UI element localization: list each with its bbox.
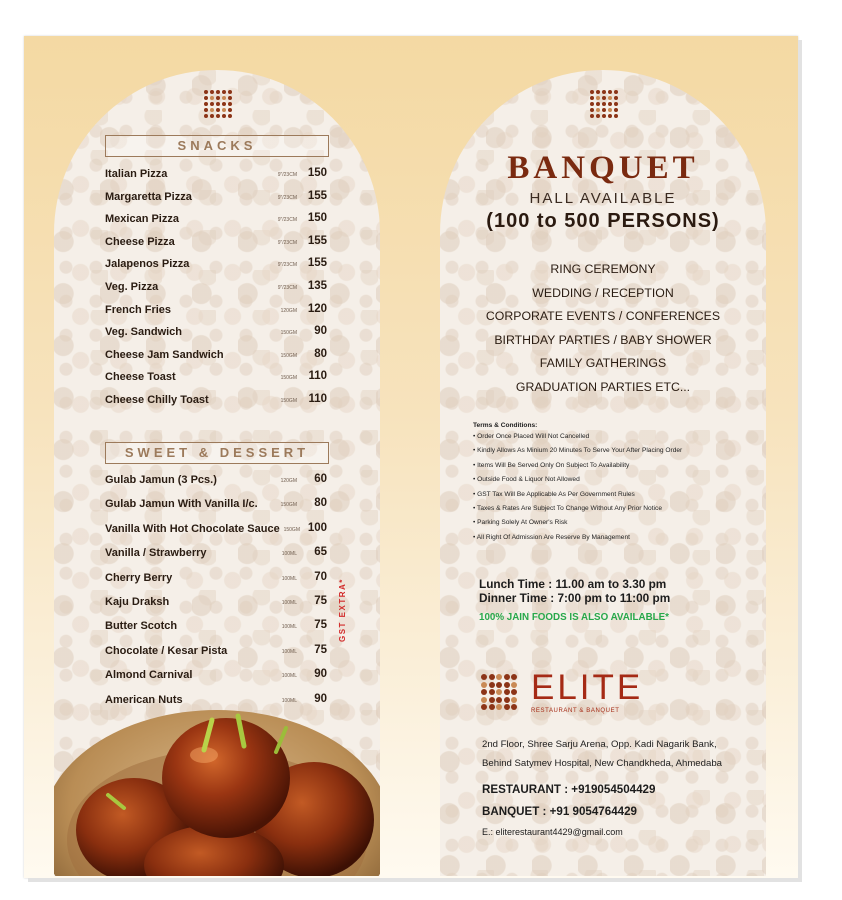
terms-and-conditions <box>473 422 763 545</box>
item-price: 70 <box>314 570 327 583</box>
menu-item <box>105 301 327 324</box>
item-name: French Fries <box>105 303 172 316</box>
menu-item <box>105 188 327 211</box>
restaurant-phone: RESTAURANT : +919054504429 <box>482 783 656 796</box>
banquet-capacity: (100 to 500 PERSONS) <box>486 210 720 232</box>
menu-item <box>105 617 327 641</box>
item-price: 80 <box>314 497 327 510</box>
item-size: 9"/23CM <box>277 239 297 246</box>
item-price: 100 <box>307 521 327 534</box>
item-name: Kaju Draksh <box>105 595 170 608</box>
menu-item <box>105 495 327 519</box>
banquet-subtitle: HALL AVAILABLE <box>529 190 677 207</box>
menu-panel-left <box>54 70 380 876</box>
item-size: 9"/23CM <box>277 172 297 178</box>
item-name: Margaretta Pizza <box>105 190 192 203</box>
item-price: 65 <box>314 546 327 559</box>
event-item: RING CEREMONY <box>550 262 656 276</box>
menu-item <box>105 569 327 593</box>
brand-name: ELITE <box>531 668 644 707</box>
brand-dots-icon <box>590 90 618 118</box>
terms-item: • Order Once Placed Will Not Cancelled <box>473 433 590 440</box>
item-size: 100ML <box>281 575 297 582</box>
item-size: 120GM <box>280 307 297 314</box>
lunch-time: Lunch Time : 11.00 am to 3.30 pm <box>479 577 667 591</box>
item-name: Cherry Berry <box>105 571 173 584</box>
terms-item: • Kindly Allows As Minium 20 Minutes To Serve Your After Placing Order <box>473 447 683 455</box>
event-item: CORPORATE EVENTS / CONFERENCES <box>485 309 721 324</box>
sweets-list <box>105 471 327 715</box>
item-price: 90 <box>314 325 327 338</box>
item-size: 9"/23CM <box>277 262 297 269</box>
menu-item <box>105 323 327 346</box>
menu-item <box>105 642 327 666</box>
menu-item <box>105 520 327 544</box>
banquet-title: BANQUET <box>507 150 699 186</box>
item-size: 100ML <box>281 599 297 606</box>
item-name: Chocolate / Kesar Pista <box>105 644 228 657</box>
item-price: 120 <box>307 302 327 315</box>
item-price: 60 <box>314 473 327 485</box>
gulab-jamun-photo <box>54 680 380 876</box>
brand-tagline: RESTAURANT & BANQUET <box>531 708 620 714</box>
sweets-heading: SWEET & DESSERT <box>105 442 329 464</box>
terms-item: • GST Tax Will Be Applicable As Per Government Rules <box>473 490 635 498</box>
item-price: 110 <box>308 370 327 383</box>
address-line-1: 2nd Floor, Shree Sarju Arena, Opp. Kadi Nagarik Bank, <box>482 739 717 750</box>
item-price: 90 <box>314 668 327 681</box>
item-name: Gulab Jamun With Vanilla I/c. <box>105 498 258 511</box>
item-price: 155 <box>307 234 327 247</box>
menu-item <box>105 471 327 495</box>
email-address: E.: eliterestaurant4429@gmail.com <box>482 827 623 837</box>
terms-item: • All Right Of Admission Are Reserve By Management <box>473 533 630 541</box>
menu-item <box>105 593 327 617</box>
item-price: 90 <box>314 692 327 705</box>
gst-extra-note: GST EXTRA* <box>338 578 347 642</box>
item-name: Jalapenos Pizza <box>105 258 190 271</box>
item-name: Cheese Jam Sandwich <box>105 348 224 361</box>
event-item: FAMILY GATHERINGS <box>539 356 667 371</box>
item-name: Gulab Jamun (3 Pcs.) <box>105 474 217 486</box>
item-name: Vanilla / Strawberry <box>105 547 207 560</box>
item-price: 150 <box>307 212 327 225</box>
item-name: Cheese Toast <box>105 371 176 384</box>
menu-item <box>105 391 327 414</box>
menu-item <box>105 544 327 568</box>
terms-item: • Taxes & Rates Are Subject To Change Without Any Prior Notice <box>473 504 662 512</box>
item-name: Italian Pizza <box>105 168 168 180</box>
terms-heading: Terms & Conditions: <box>473 422 538 429</box>
menu-item <box>105 346 327 369</box>
item-name: Veg. Sandwich <box>105 326 183 339</box>
dinner-time: Dinner Time : 7:00 pm to 11:00 pm <box>479 591 671 605</box>
item-size: 150GM <box>280 502 297 509</box>
banquet-phone: BANQUET : +91 9054764429 <box>482 805 637 818</box>
item-price: 155 <box>307 189 327 202</box>
jain-food-note: 100% JAIN FOODS IS ALSO AVAILABLE* <box>479 612 669 623</box>
item-size: 100ML <box>281 648 297 655</box>
item-price: 75 <box>314 619 327 632</box>
item-size: 150GM <box>280 397 297 404</box>
event-item: GRADUATION PARTIES ETC... <box>515 379 691 394</box>
event-item: BIRTHDAY PARTIES / BABY SHOWER <box>494 332 712 347</box>
item-name: Almond Carnival <box>105 669 193 682</box>
item-size: 9"/23CM <box>277 194 297 201</box>
item-size: 9"/23CM <box>277 284 297 291</box>
events-list <box>440 258 766 400</box>
item-price: 110 <box>308 392 327 405</box>
item-size: 100ML <box>281 551 297 558</box>
item-size: 120GM <box>280 478 297 484</box>
item-size: 100ML <box>281 697 297 704</box>
terms-item: • Parking Solely At Owner's Risk <box>473 519 568 527</box>
address-line-2: Behind Satymev Hospital, New Chandkheda, Ahmedaba <box>482 758 722 769</box>
snacks-heading: SNACKS <box>105 135 329 157</box>
brand-dots-icon <box>204 90 232 118</box>
menu-item <box>105 255 327 278</box>
menu-item <box>105 278 327 301</box>
item-name: Mexican Pizza <box>105 213 179 226</box>
item-size: 150GM <box>283 526 300 533</box>
menu-item <box>105 210 327 233</box>
item-price: 75 <box>314 643 327 656</box>
menu-item <box>105 368 327 391</box>
item-price: 150 <box>307 167 327 179</box>
item-size: 150GM <box>280 352 297 359</box>
item-name: Cheese Chilly Toast <box>105 393 209 406</box>
logo-dots-icon <box>481 674 517 710</box>
item-name: Butter Scotch <box>105 620 178 633</box>
item-size: 100ML <box>281 624 297 631</box>
item-name: Vanilla With Hot Chocolate Sauce <box>105 522 280 535</box>
item-name: Veg. Pizza <box>105 280 159 293</box>
item-size: 9"/23CM <box>277 217 297 224</box>
item-name: Cheese Pizza <box>105 235 175 248</box>
banquet-panel-right <box>440 70 766 876</box>
item-name: American Nuts <box>105 693 183 706</box>
menu-item <box>105 165 327 188</box>
terms-item: • Outside Food & Liquor Not Allowed <box>473 476 580 484</box>
snacks-list <box>105 165 327 414</box>
item-price: 75 <box>314 594 327 607</box>
terms-item: • Items Will Be Served Only On Subject To Availability <box>473 461 630 469</box>
item-size: 150GM <box>280 330 297 337</box>
item-size: 100ML <box>281 673 297 680</box>
event-item: WEDDING / RECEPTION <box>532 285 674 300</box>
item-price: 80 <box>314 347 327 360</box>
item-size: 150GM <box>280 375 297 382</box>
item-price: 155 <box>307 257 327 270</box>
menu-item <box>105 233 327 256</box>
elite-logo <box>481 668 681 717</box>
item-price: 135 <box>307 279 327 292</box>
